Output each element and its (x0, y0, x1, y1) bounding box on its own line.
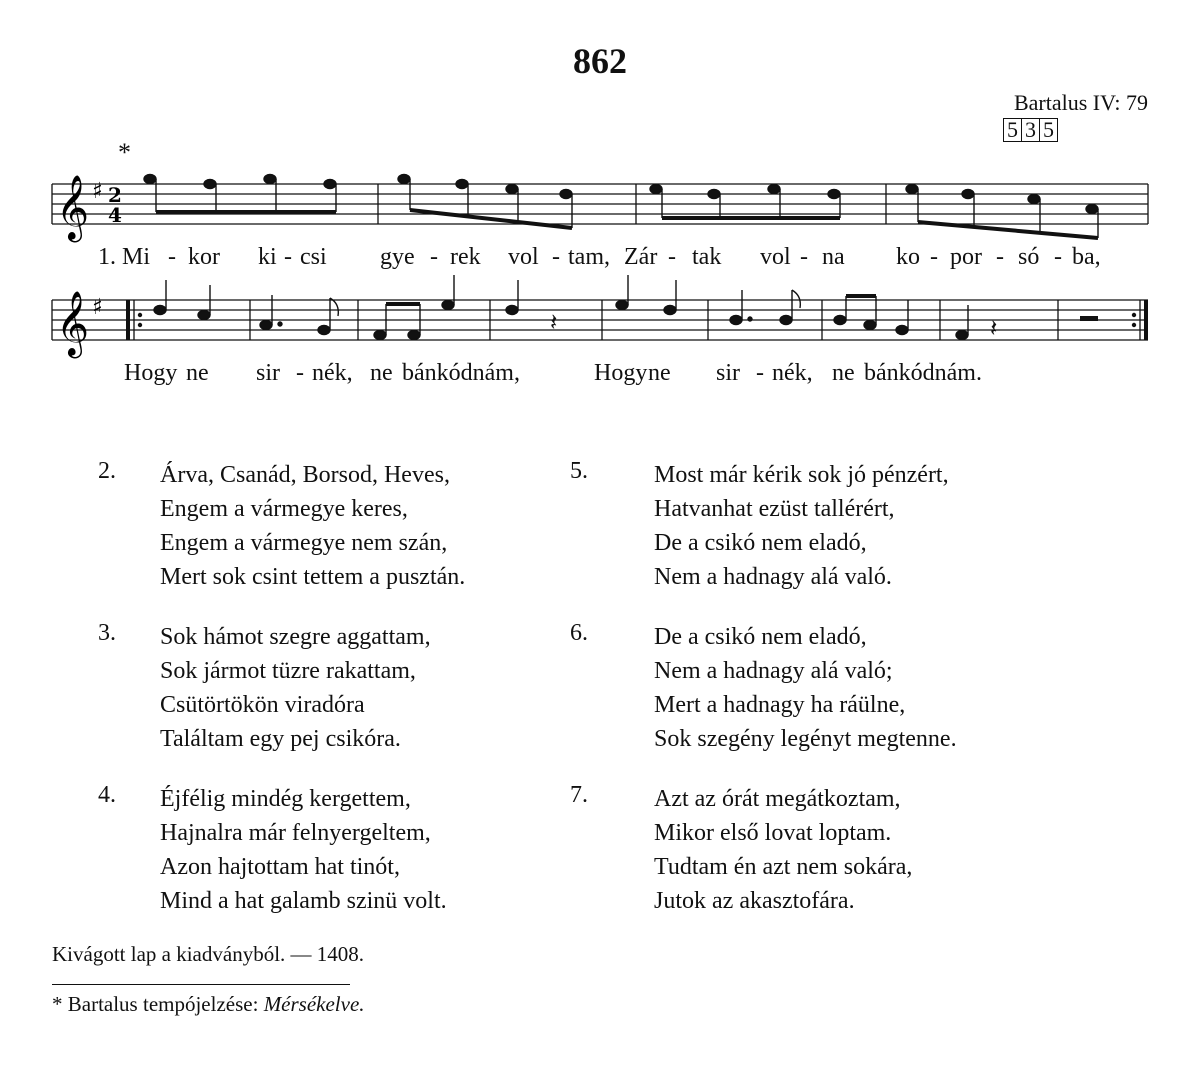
lyric-syllable: só (1018, 244, 1040, 270)
lyric-syllable: ko (896, 244, 920, 270)
lyric-hyphen: - (930, 244, 938, 270)
verse-line: Sok hámot szegre aggattam, (160, 624, 431, 650)
lyric-syllable: ba, (1072, 244, 1101, 270)
verse-number: 6. (570, 620, 588, 646)
verse-line: Mert sok csint tettem a pusztán. (160, 564, 466, 590)
lyric-syllable: ne (186, 360, 209, 386)
verse-line: Éjfélig mindég kergettem, (160, 786, 411, 812)
lyric-hyphen: - (668, 244, 676, 270)
lyric-hyphen: - (800, 244, 808, 270)
verse-number: 4. (98, 782, 116, 808)
verse-line: Sok szegény legényt megtenne. (654, 726, 957, 752)
verse-line: De a csikó nem eladó, (654, 530, 867, 556)
verse-line: Engem a vármegye keres, (160, 496, 408, 522)
quarter-rest-icon: 𝄽 (550, 308, 558, 336)
verse-4 (160, 782, 447, 918)
cadence-box: 3 (1021, 118, 1040, 142)
sharp-icon: ♯ (92, 295, 103, 320)
lyric-syllable: ne (832, 360, 855, 386)
quarter-rest-icon: 𝄽 (990, 314, 998, 342)
lyric-syllable: Hogy (594, 360, 648, 386)
lyric-syllable: sir (256, 360, 280, 386)
sharp-icon: ♯ (92, 179, 103, 204)
lyric-hyphen: - (996, 244, 1004, 270)
lyric-syllable: vol (760, 244, 791, 270)
lyric-hyphen: - (430, 244, 438, 270)
verse-line: Most már kérik sok jó pénzért, (654, 462, 949, 488)
verse-line: Mikor első lovat loptam. (654, 820, 892, 846)
verse-line: Tudtam én azt nem sokára, (654, 854, 913, 880)
lyric-syllable: nék, (772, 360, 813, 386)
cadence-box: 5 (1039, 118, 1058, 142)
lyric-syllable: tak (692, 244, 722, 270)
footnote-divider (52, 984, 350, 985)
verse-line: Hajnalra már felnyergeltem, (160, 820, 431, 846)
verse-line: Csütörtökön viradóra (160, 692, 365, 718)
lyric-syllable: vol (508, 244, 539, 270)
lyric-syllable: kor (188, 244, 220, 270)
lyric-hyphen: - (552, 244, 560, 270)
lyric-syllable: 1. Mi (98, 244, 151, 270)
treble-clef-icon: 𝄞 (56, 291, 90, 356)
lyric-syllable: por (950, 244, 982, 270)
verse-line: Hatvanhat ezüst tallérért, (654, 496, 895, 522)
verse-line: Mert a hadnagy ha ráülne, (654, 692, 906, 718)
verse-line: De a csikó nem eladó, (654, 624, 867, 650)
lyric-hyphen: - (284, 244, 292, 270)
lyric-syllable: ne (648, 360, 671, 386)
verse-3 (160, 620, 431, 756)
verse-7 (654, 782, 912, 918)
lyric-hyphen: - (1054, 244, 1062, 270)
time-signature-top: 2 (108, 183, 122, 207)
tempo-marking: Mérsékelve. (263, 992, 365, 1016)
verse-5 (654, 458, 949, 594)
source-reference: Bartalus IV: 79 (1013, 90, 1148, 115)
lyric-syllable: Zár (624, 244, 658, 270)
verse-6 (654, 620, 957, 756)
lyric-syllable: ne (370, 360, 393, 386)
song-number: 862 (573, 41, 627, 81)
verse-number: 5. (570, 458, 588, 484)
tempo-footnote-label: * Bartalus tempójelzése: (52, 992, 264, 1016)
verse-number: 3. (98, 620, 116, 646)
lyric-syllable: bánkódnám, (402, 360, 520, 386)
source-footnote: Kivágott lap a kiadványból. — 1408. (52, 942, 365, 966)
lyric-syllable: Hogy (124, 360, 178, 386)
lyric-syllable: gye (380, 244, 415, 270)
lyric-syllable: csi (300, 244, 327, 270)
tempo-asterisk: * (118, 138, 131, 167)
time-signature-bottom: 4 (108, 203, 122, 227)
verse-line: Nem a hadnagy alá való. (654, 564, 892, 590)
cadence-box: 5 (1003, 118, 1022, 142)
verse-number: 7. (570, 782, 588, 808)
treble-clef-icon: 𝄞 (56, 175, 90, 240)
lyric-syllable: sir (716, 360, 740, 386)
tempo-footnote (52, 992, 365, 1017)
verse-line: Engem a vármegye nem szán, (160, 530, 448, 556)
verse-line: Sok jármot tüzre rakattam, (160, 658, 416, 684)
verse-line: Jutok az akasztofára. (654, 888, 855, 914)
lyric-syllable: bánkódnám. (864, 360, 982, 386)
verse-line: Mind a hat galamb szinü volt. (160, 888, 447, 914)
lyric-syllable: tam, (568, 244, 610, 270)
half-rest-icon (1080, 316, 1098, 321)
lyric-syllable: nék, (312, 360, 353, 386)
verse-2 (160, 458, 465, 594)
lyric-hyphen: - (756, 360, 764, 386)
lyric-syllable: rek (450, 244, 481, 270)
lyric-syllable: na (822, 244, 845, 270)
verse-line: Azon hajtottam hat tinót, (160, 854, 400, 880)
lyric-syllable: ki (258, 244, 277, 270)
verse-number: 2. (98, 458, 116, 484)
verse-line: Árva, Csanád, Borsod, Heves, (160, 462, 450, 488)
verse-line: Azt az órát megátkoztam, (654, 786, 901, 812)
music-staff (0, 0, 1200, 420)
verse-line: Nem a hadnagy alá való; (654, 658, 893, 684)
verse-line: Találtam egy pej csikóra. (160, 726, 401, 752)
lyric-hyphen: - (168, 244, 176, 270)
lyric-hyphen: - (296, 360, 304, 386)
